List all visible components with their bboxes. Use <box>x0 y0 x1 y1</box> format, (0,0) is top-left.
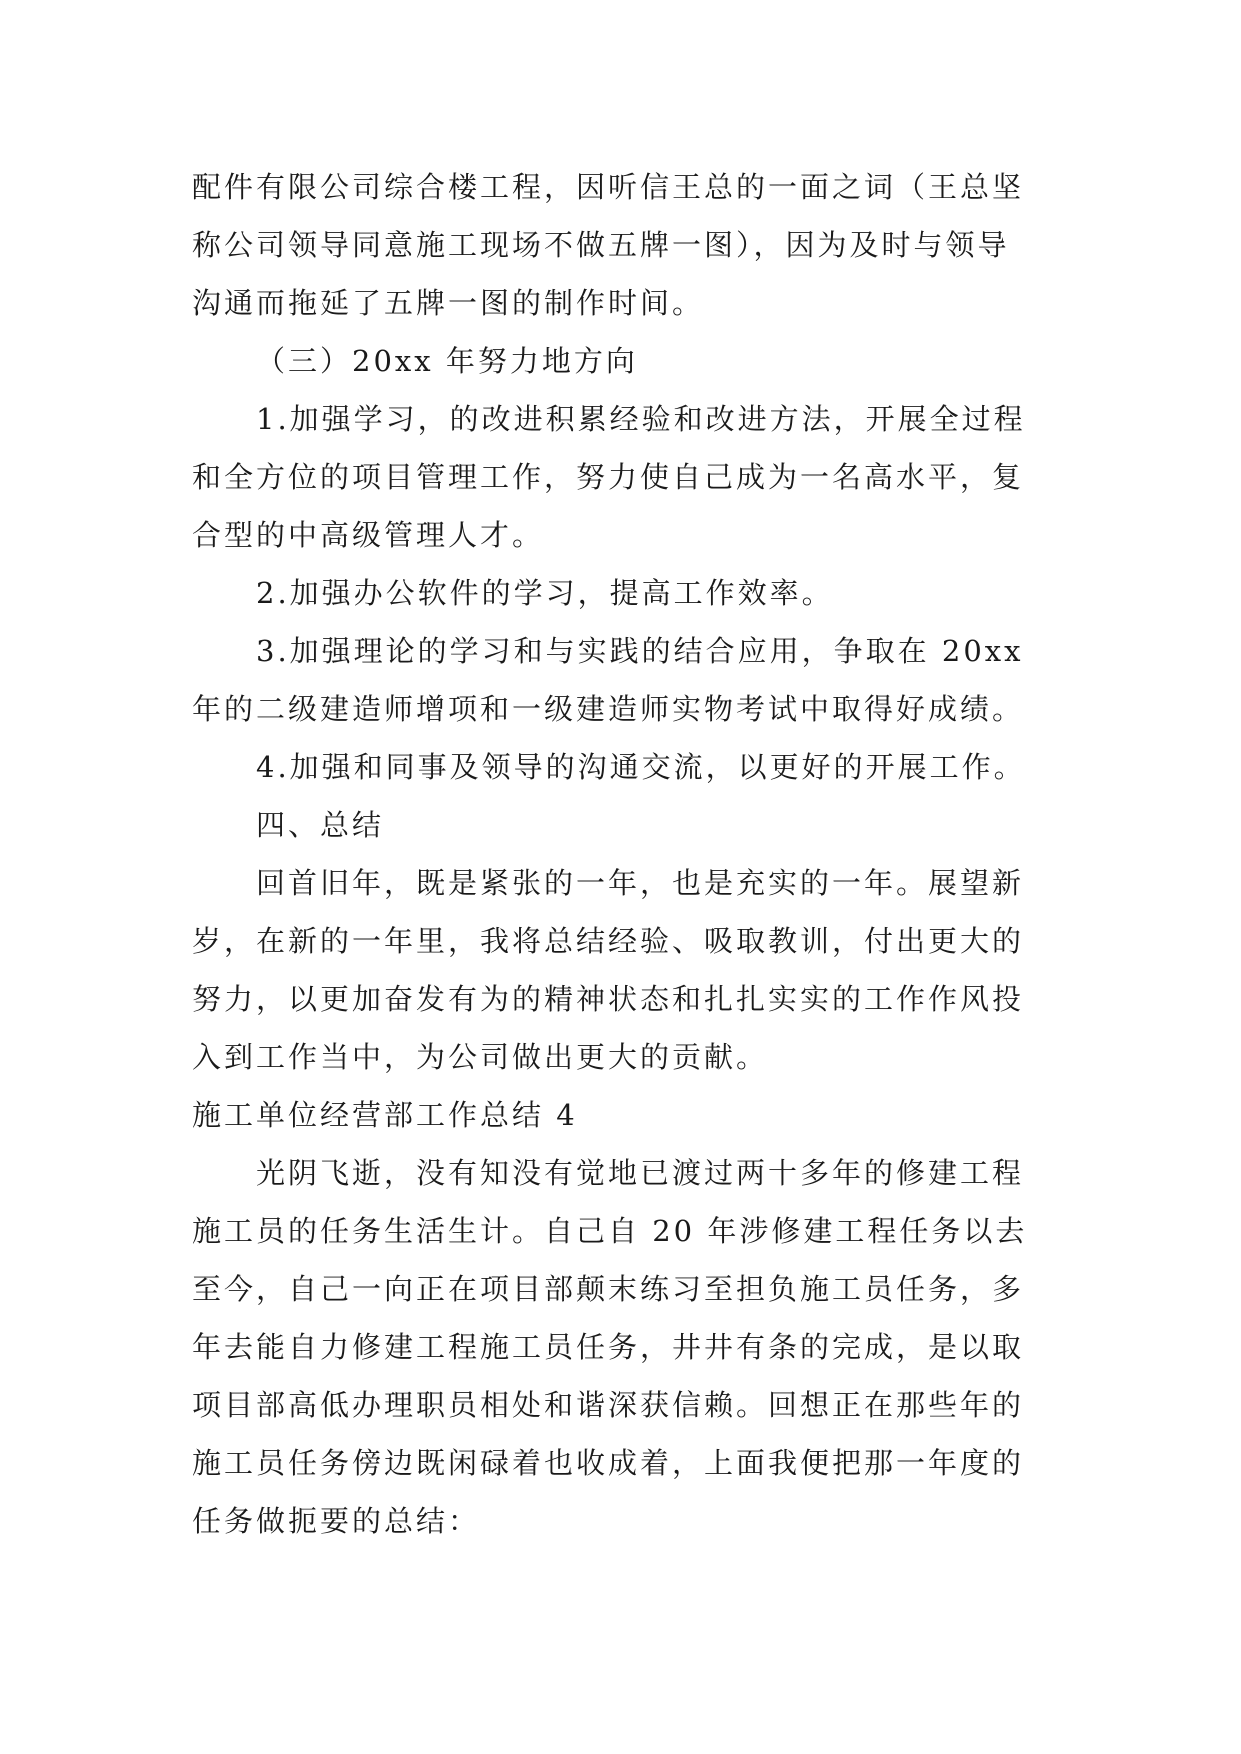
paragraph-line: 入到工作当中，为公司做出更大的贡献。 <box>192 1040 769 1074</box>
paragraph-line: 至今，自己一向正在项目部颠末练习至担负施工员任务，多 <box>192 1272 1025 1306</box>
paragraph-line: 任务做扼要的总结： <box>192 1504 481 1538</box>
list-item: 2.加强办公软件的学习，提高工作效率。 <box>256 576 834 610</box>
paragraph-line: 项目部高低办理职员相处和谐深获信赖。回想正在那些年的 <box>192 1388 1025 1422</box>
document-body <box>192 158 1072 1550</box>
paragraph-line: 配件有限公司综合楼工程，因听信王总的一面之词（王总坚 <box>192 170 1025 204</box>
paragraph-line: 和全方位的项目管理工作，努力使自己成为一名高水平，复 <box>192 460 1025 494</box>
paragraph-line: 年去能自力修建工程施工员任务，井井有条的完成，是以取 <box>192 1330 1025 1364</box>
list-item: 4.加强和同事及领导的沟通交流，以更好的开展工作。 <box>256 750 1026 784</box>
section-heading: （三）20xx 年努力地方向 <box>256 344 638 378</box>
paragraph-line: 称公司领导同意施工现场不做五牌一图），因为及时与领导 <box>192 228 1010 262</box>
list-item: 1.加强学习，的改进积累经验和改进方法，开展全过程 <box>256 402 1026 436</box>
paragraph-line: 岁，在新的一年里，我将总结经验、吸取教训，付出更大的 <box>192 924 1025 958</box>
list-item: 3.加强理论的学习和与实践的结合应用，争取在 20xx <box>256 634 1024 668</box>
paragraph-line: 年的二级建造师增项和一级建造师实物考试中取得好成绩。 <box>192 692 1025 726</box>
paragraph-line: 施工员的任务生活生计。自己自 20 年涉修建工程任务以去 <box>192 1214 1028 1248</box>
section-title: 施工单位经营部工作总结 4 <box>192 1098 578 1132</box>
paragraph-line: 光阴飞逝，没有知没有觉地已渡过两十多年的修建工程 <box>256 1156 1025 1190</box>
paragraph-line: 施工员任务傍边既闲碌着也收成着，上面我便把那一年度的 <box>192 1446 1025 1480</box>
paragraph-line: 沟通而拖延了五牌一图的制作时间。 <box>192 286 705 320</box>
paragraph-line: 合型的中高级管理人才。 <box>192 518 545 552</box>
paragraph-line: 回首旧年，既是紧张的一年，也是充实的一年。展望新 <box>256 866 1025 900</box>
paragraph-line: 努力，以更加奋发有为的精神状态和扎扎实实的工作作风投 <box>192 982 1025 1016</box>
section-heading: 四、总结 <box>256 808 385 842</box>
